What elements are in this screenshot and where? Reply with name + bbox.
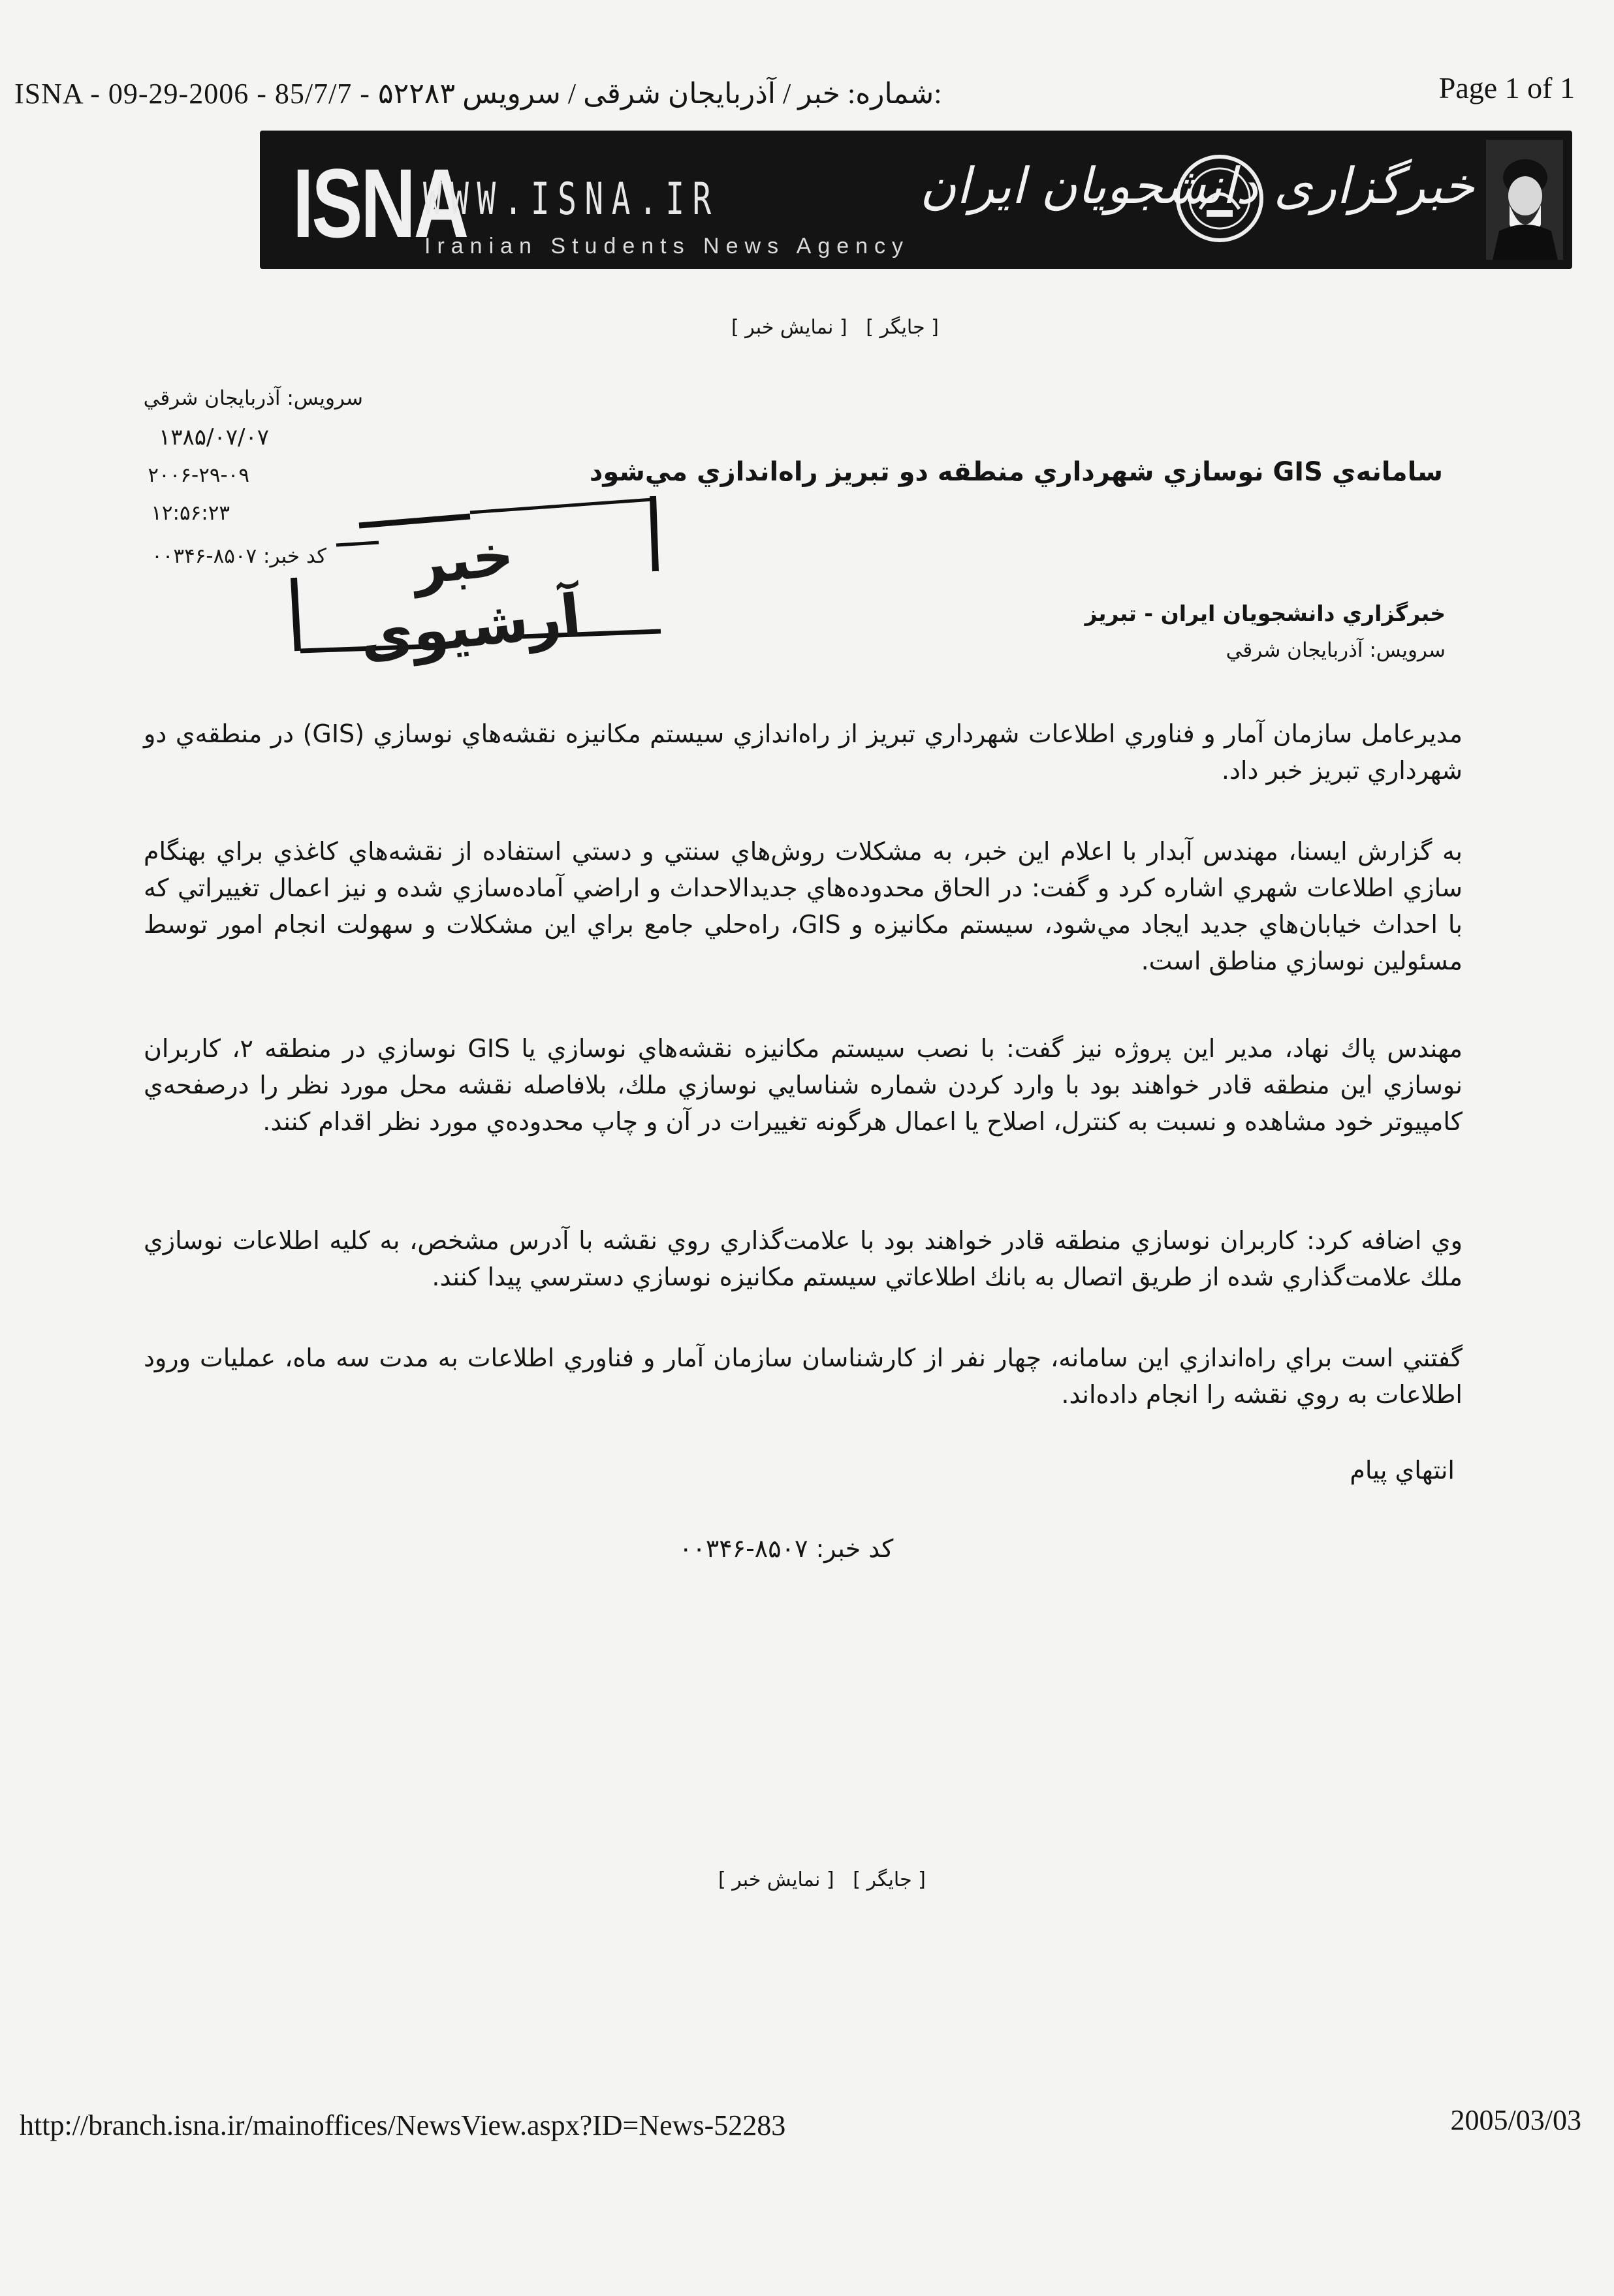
print-header-title: ISNA - 09-29-2006 - 85/7/7 - ۵۲۲۸۳ شماره: خبر / آذربایجان شرقی / سرویس:: [14, 78, 942, 110]
bottom-link-bar: [718, 1868, 926, 1891]
show-news-link[interactable]: [ نمايش خبر ]: [731, 316, 847, 339]
article-service: سرويس: آذربايجان شرقي: [1226, 638, 1446, 662]
article-paragraph-1: مديرعامل سازمان آمار و فناوري اطلاعات شهرداري تبريز از راه‌اندازي سيستم مكانيزه نقشه‌هاي نوسازي (GIS) در منطقه‌ي دو شهرداري تبريز خبر داد.: [144, 719, 1463, 785]
article-news-code: كد خبر: ۸۵۰۷-۰۰۳۴۶: [679, 1534, 894, 1563]
isna-url: WWW.ISNA.IR: [423, 174, 720, 225]
article-headline: سامانه‌ي GIS نوسازي شهرداري منطقه دو تبريز راه‌اندازي مي‌شود: [589, 457, 1443, 487]
meta-service: سرويس: آذربايجان شرقي: [143, 386, 363, 410]
page-number: Page 1 of 1: [1438, 71, 1575, 104]
meta-date-persian: ۱۳۸۵/۰۷/۰۷: [158, 424, 269, 450]
meta-date-gregorian: ۲۰۰۶-۲۹-۰۹: [148, 464, 249, 487]
show-news-link[interactable]: [ نمايش خبر ]: [718, 1868, 834, 1891]
article-paragraph-4: وي اضافه كرد: كاربران نوسازي منطقه قادر خواهند بود با علامت‌گذاري روي نقشه با آدرس مشخص، به كليه اطلاعات نوسازي ملك علامت‌گذاري شده از طريق اتصال به بانك اطلاعاتي سيستم مكانيزه نوسازي دسترسي پيدا كنند.: [144, 1226, 1463, 1291]
meta-news-code: كد خبر: ۸۵۰۷-۰۰۳۴۶: [151, 544, 326, 568]
top-link-bar: [731, 316, 939, 339]
archive-stamp: [274, 480, 679, 676]
article-paragraph-5: گفتني است براي راه‌اندازي اين سامانه، چهار نفر از كارشناسان سازمان آمار و فناوري اطلاعات به مدت سه ماه، عمليات ورود اطلاعات به روي نقشه را انجام داده‌اند.: [144, 1344, 1463, 1409]
meta-time: ۱۲:۵۶:۲۳: [151, 501, 230, 525]
print-footer-url: http://branch.isna.ir/mainoffices/NewsView.aspx?ID=News-52283: [20, 2109, 786, 2141]
end-of-message: انتهاي پيام: [1350, 1456, 1455, 1485]
persian-agency-name: خبرگزاری دانشجویان ایران: [919, 157, 1474, 215]
print-link[interactable]: [ جايگر ]: [853, 1868, 926, 1891]
portrait-image: [1486, 140, 1563, 260]
isna-banner[interactable]: [260, 131, 1572, 269]
isna-subtitle: Iranian Students News Agency: [424, 234, 910, 259]
stamp-text: خبر آرشيوى: [356, 520, 584, 672]
print-footer-date: 2005/03/03: [1450, 2104, 1581, 2136]
isna-logo: ISNA: [293, 148, 467, 258]
article-paragraph-3: مهندس پاك نهاد، مدير اين پروژه نيز گفت: با نصب سيستم مكانيزه نقشه‌هاي نوسازي يا GIS نوسازي در منطقه ۲، كاربران نوسازي اين منطقه قادر خواهند بود با وارد كردن شماره شناسايي نوسازي ملك، بلافاصله نقشه محل مورد نظر را درصفحه‌ي كامپيوتر خود مشاهده و نسبت به كنترل، اصلاح يا اعمال هرگونه تغييرات در آن و چاپ محدوده‌ي مورد نظر اقدام كنند.: [144, 1034, 1463, 1136]
article-agency: خبرگزاري دانشجويان ايران - تبريز: [1084, 601, 1446, 626]
article-paragraph-2: به گزارش ايسنا، مهندس آبدار با اعلام اين خبر، به مشكلات روش‌هاي سنتي و دستي استفاده از نقشه‌هاي كاغذي براي بهنگام سازي اطلاعات شهري اشاره كرد و گفت: در الحاق محدوده‌هاي جديدالاحداث و اراضي آماده‌سازي شده و نيز اعمال تغييراتي كه با احداث خيابان‌هاي جديد ايجاد مي‌شود، سيستم مكانيزه و GIS، راه‌حلي جامع براي اين مشكلات و سهولت انجام امور توسط مسئولين نوسازي مناطق است.: [144, 837, 1463, 975]
print-link[interactable]: [ جايگر ]: [866, 316, 939, 339]
